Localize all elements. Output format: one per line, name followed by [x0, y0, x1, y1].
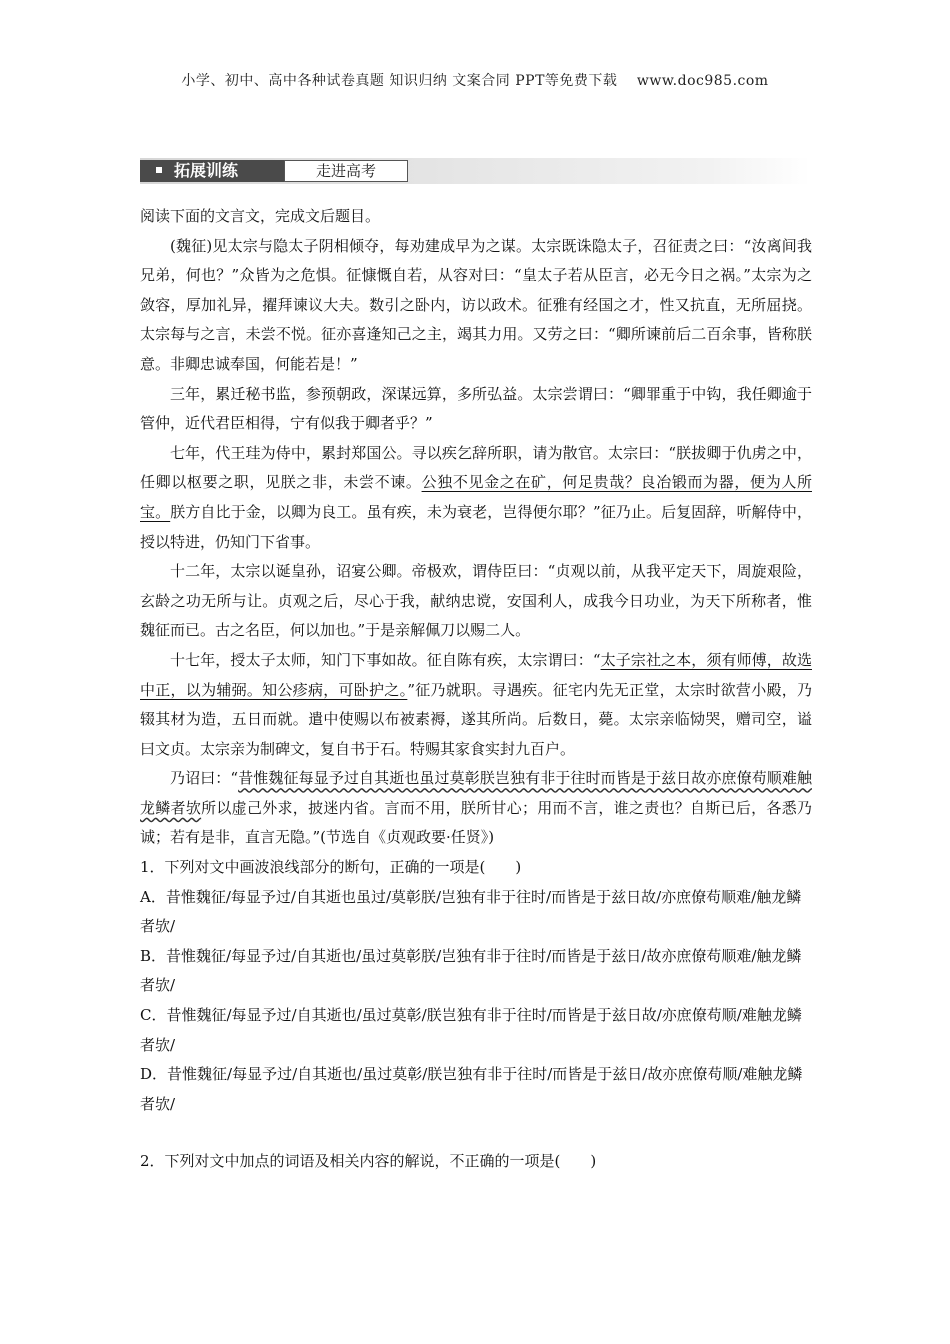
- question-1-option-a: A．昔惟魏征/每显予过/自其逝也虽过/莫彰朕/岂独有非于往时/而皆是于兹日故/亦庶僚苟顺难/触龙鳞者欤/: [140, 887, 802, 936]
- square-bullet-icon: [156, 167, 162, 173]
- document-body: [140, 202, 812, 1177]
- spacer: [140, 1119, 812, 1147]
- paragraph-text: 所以虚己外求，披迷内省。言而不用，朕所甘心；用而不言，谁之责也？自斯已后，各悉乃诚；若有是非，直言无隐。”(节选自《贞观政要·任贤》): [140, 798, 812, 847]
- wavy-underlined-text: 昔惟魏征每显予过自其逝也虽过莫彰朕岂独有非于往时而皆是于兹日故亦庶僚苟顺难触龙鳞者欤: [140, 769, 812, 817]
- paragraph-text: ”征乃就职。寻遇疾。征宅内先无正堂，太宗时欲营小殿，乃辍其材为造，五日而就。遣中使赐以布被素褥，遂其所尚。后数日，薨。太宗亲临恸哭，赠司空，谥曰文贞。太宗亲为制碑文，复自书于石。特赐其家食实封九百户。: [140, 680, 812, 758]
- passage-paragraph-4: 十二年，太宗以诞皇孙，诏宴公卿。帝极欢，谓侍臣曰：“贞观以前，从我平定天下，周旋艰险，玄龄之功无所与让。贞观之后，尽心于我，献纳忠谠，安国利人，成我今日功业，为天下所称者，惟魏征而已。古之名臣，何以加也。”于是亲解佩刀以赐二人。: [140, 562, 812, 640]
- section-title: 拓展训练: [174, 161, 239, 180]
- passage-paragraph-6: [140, 764, 812, 853]
- site-banner: 小学、初中、高中各种试卷真题 知识归纳 文案合同 PPT等免费下载 www.doc985.com: [181, 73, 769, 89]
- section-subtitle-tab: 走进高考: [284, 160, 408, 182]
- question-2-stem: 2．下列对文中加点的词语及相关内容的解说，不正确的一项是( ): [140, 1152, 597, 1171]
- question-1-stem: 1．下列对文中画波浪线部分的断句，正确的一项是( ): [140, 858, 522, 877]
- underlined-sentence: 公独不见金之在矿，何足贵哉？良冶锻而为器，便为人所宝。: [140, 473, 812, 521]
- passage-paragraph-1: (魏征)见太宗与隐太子阴相倾夺，每劝建成早为之谋。太宗既诛隐太子，召征责之曰：“汝离间我兄弟，何也？”众皆为之危惧。征慷慨自若，从容对曰：“皇太子若从臣言，必无今日之祸。”太宗为之敛容，厚加礼异，擢拜谏议大夫。数引之卧内，访以政术。征雅有经国之才，性又抗直，无所屈挠。太宗每与之言，未尝不悦。征亦喜逢知己之主，竭其力用。又劳之曰：“卿所谏前后二百余事，皆称朕意。非卿忠诚奉国，何能若是！”: [140, 236, 812, 373]
- question-1-option-d: D．昔惟魏征/每显予过/自其逝也/虽过莫彰/朕岂独有非于往时/而皆是于兹日/故亦庶僚苟顺/难触龙鳞者欤/: [140, 1065, 803, 1113]
- section-title-tab: [140, 160, 284, 182]
- paragraph-text: 朕方自比于金，以卿为良工。虽有疾，未为衰老，岂得便尔耶？”征乃止。后复固辞，听解侍中，授以特进，仍知门下省事。: [140, 502, 812, 551]
- paragraph-text: 十七年，授太子太师，知门下事如故。征自陈有疾，太宗谓曰：“: [170, 650, 601, 669]
- question-1-option-c: C．昔惟魏征/每显予过/自其逝也/虽过莫彰/朕岂独有非于往时/而皆是于兹日故/亦庶僚苟顺/难触龙鳞者欤/: [140, 1006, 802, 1054]
- question-1-option-b: B．昔惟魏征/每显予过/自其逝也/虽过莫彰朕/岂独有非于往时/而皆是于兹日/故亦庶僚苟顺难/触龙鳞者欤/: [140, 946, 802, 995]
- passage-paragraph-2: 三年，累迁秘书监，参预朝政，深谋远算，多所弘益。太宗尝谓曰：“卿罪重于中钩，我任卿逾于管仲，近代君臣相得，宁有似我于卿者乎？”: [140, 384, 812, 433]
- underlined-sentence: 太子宗社之本，须有师傅，故选中正，以为辅弼。知公疹病，可卧护之。: [140, 650, 812, 699]
- paragraph-text: 乃诏曰：“: [170, 769, 239, 788]
- passage-paragraph-3: [140, 439, 812, 557]
- passage-paragraph-5: [140, 646, 812, 764]
- section-header: [140, 158, 810, 184]
- paragraph-text: 七年，代王珪为侍中，累封郑国公。寻以疾乞辞所职，请为散官。太宗曰：“朕拔卿于仇虏之中，任卿以枢要之职，见朕之非，未尝不谏。: [140, 443, 812, 492]
- instructions: 阅读下面的文言文，完成文后题目。: [140, 207, 381, 225]
